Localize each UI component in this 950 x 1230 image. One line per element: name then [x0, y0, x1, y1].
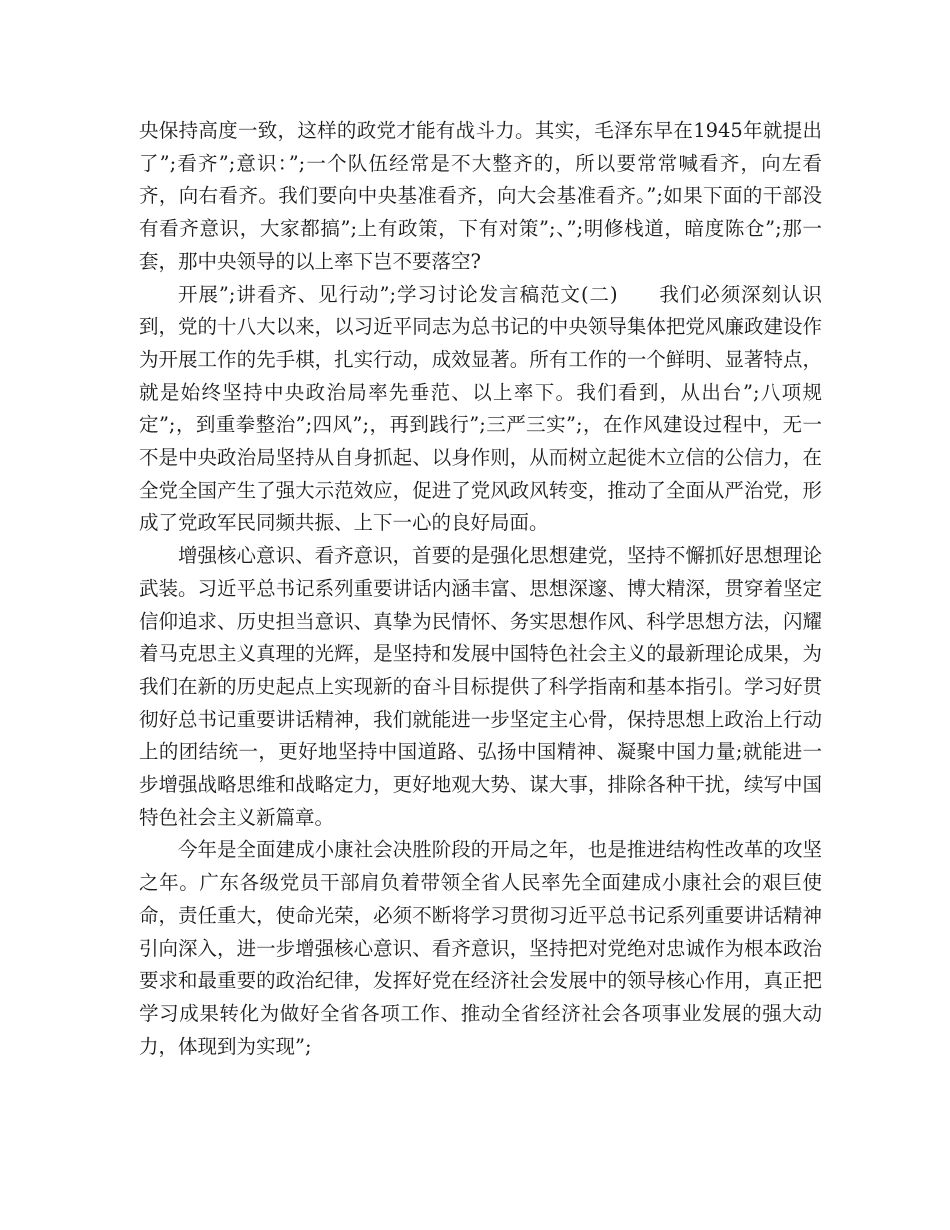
- document-body: [139, 115, 822, 1063]
- paragraph-2: 开展”;讲看齐、见行动”;学习讨论发言稿范文(二) 我们必须深刻认识到，党的十八大以来，以习近平同志为总书记的中央领导集体把党风廉政建设作为开展工作的先手棋，扎实行动，成效显著。所有工作的一个鲜明、显著特点，就是始终坚持中央政治局率先垂范、以上率下。我们看到，从出台”;八项规定”;，到重拳整治”;四风”;，再到践行”;三严三实”;，在作风建设过程中，无一不是中央政治局坚持从自身抓起、以身作则，从而树立起徙木立信的公信力，在全党全国产生了强大示范效应，促进了党风政风转变，推动了全面从严治党，形成了党政军民同频共振、上下一心的良好局面。: [139, 282, 822, 535]
- paragraph-4: 今年是全面建成小康社会决胜阶段的开局之年，也是推进结构性改革的攻坚之年。广东各级党员干部肩负着带领全省人民率先全面建成小康社会的艰巨使命，责任重大，使命光荣，必须不断将学习贯彻习近平总书记系列重要讲话精神引向深入，进一步增强核心意识、看齐意识，坚持把对党绝对忠诚作为根本政治要求和最重要的政治纪律，发挥好党在经济社会发展中的领导核心作用，真正把学习成果转化为做好全省各项工作、推动全省经济社会各项事业发展的强大动力，体现到为实现”;: [139, 838, 822, 1058]
- paragraph-1: 央保持高度一致，这样的政党才能有战斗力。其实，毛泽东早在1945年就提出了”;看齐”;意识：”;一个队伍经常是不大整齐的，所以要常常喊看齐，向左看齐，向右看齐。我们要向中央基准看齐，向大会基准看齐。”;如果下面的干部没有看齐意识，大家都搞”;上有政策，下有对策”;、”;明修栈道，暗度陈仓”;那一套，那中央领导的以上率下岂不要落空?: [139, 119, 822, 273]
- paragraph-3: 增强核心意识、看齐意识，首要的是强化思想建党，坚持不懈抓好思想理论武装。习近平总书记系列重要讲话内涵丰富、思想深邃、博大精深，贯穿着坚定信仰追求、历史担当意识、真挚为民情怀、务实思想作风、科学思想方法，闪耀着马克思主义真理的光辉，是坚持和发展中国特色社会主义的最新理论成果，为我们在新的历史起点上实现新的奋斗目标提供了科学指南和基本指引。学习好贯彻好总书记重要讲话精神，我们就能进一步坚定主心骨，保持思想上政治上行动上的团结统一，更好地坚持中国道路、弘扬中国精神、凝聚中国力量;就能进一步增强战略思维和战略定力，更好地观大势、谋大事，排除各种干扰，续写中国特色社会主义新篇章。: [139, 544, 822, 829]
